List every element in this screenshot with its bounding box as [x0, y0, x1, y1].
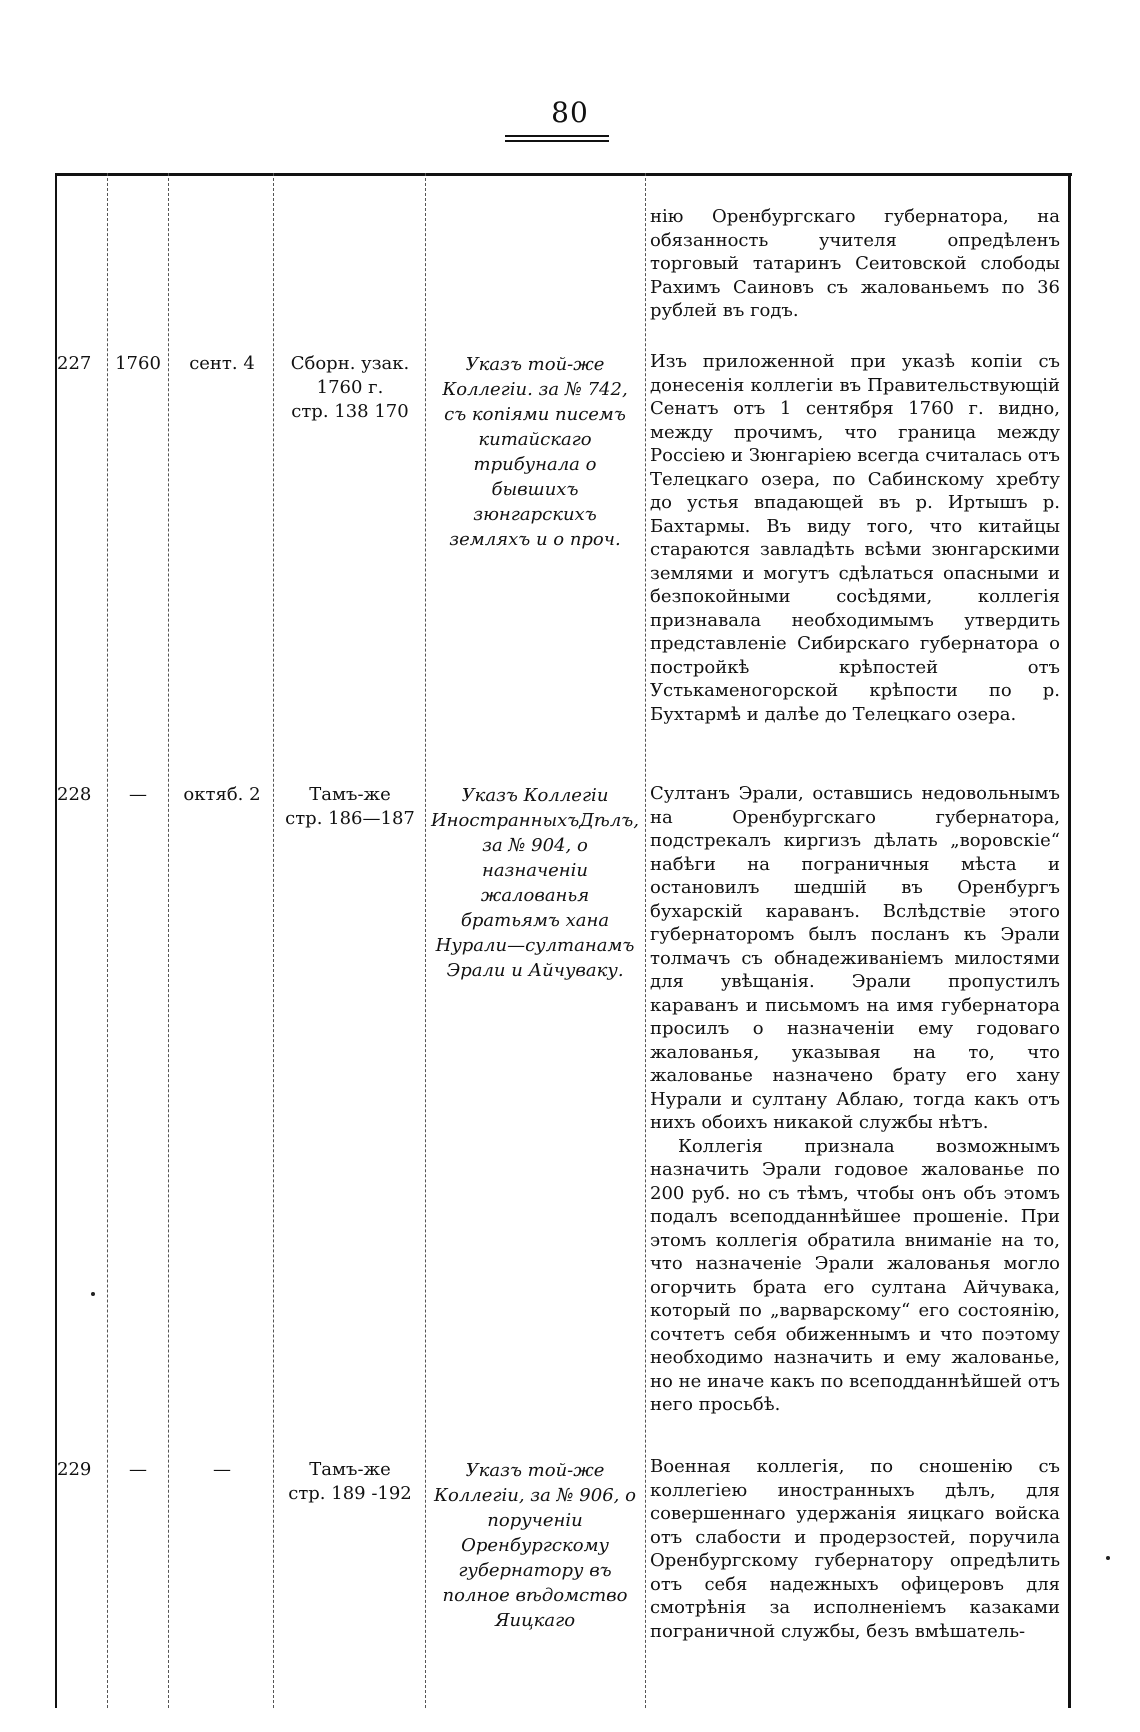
entry-source [275, 352, 425, 424]
entry-source [275, 783, 425, 831]
scan-speck [1106, 1556, 1110, 1560]
entry-date: октяб. 2 [183, 784, 261, 805]
entry-year: 1760 [115, 353, 161, 374]
entry-year: — [129, 1459, 147, 1480]
table-top-rule [55, 173, 1072, 176]
scan-speck [91, 1292, 95, 1296]
entry-year: — [129, 784, 147, 805]
entry-text [650, 782, 1060, 1417]
column-rule [1068, 173, 1071, 1708]
column-rule [168, 173, 169, 1708]
source-line: Тамъ-же [309, 784, 391, 805]
entry-title: Указъ той-же Коллегіи, за № 906, о порученіи Оренбургскому губернатору въ полное вѣдомство Яицкаго [434, 1460, 636, 1631]
entry-text [650, 350, 1060, 726]
entry-number: 227 [57, 353, 92, 374]
entry-paragraph: Султанъ Эрали, оставшись недовольнымъ на Оренбургскаго губернатора, подстрекалъ киргизъ дѣлать „воровскіе“ набѣги на пограничныя мѣста и остановилъ шедшій въ Оренбургъ бухарскій караванъ. Вслѣдствіе этого губернаторомъ былъ посланъ къ Эрали толмачъ съ обнадеживаніемъ милостями для увѣщанія. Эрали пропустилъ караванъ и письмомъ на имя губернатора просилъ о назначеніи ему годоваго жалованья, указывая на то, что жалованье назначено брату его хану Нурали и султану Аблаю, тогда какъ отъ нихъ обоихъ никакой службы нѣтъ. [650, 783, 1060, 1133]
entry-date: — [213, 1459, 231, 1480]
entry-number: 229 [57, 1459, 92, 1480]
column-rule [645, 173, 646, 1708]
page-number-rule [505, 135, 609, 137]
entry-title: Указъ Коллегіи ИностранныхъДѣлъ, за № 904, о назначеніи жалованья братьямъ хана Нурали—султанамъ Эрали и Айчуваку. [430, 785, 639, 981]
entry-title: Указъ той-же Коллегіи. за № 742, съ копіями писемъ китайскаго трибунала о бывшихъ зюнгарскихъ земляхъ и о проч. [442, 354, 628, 550]
column-rule [425, 173, 426, 1708]
entry-text [650, 1455, 1060, 1643]
entry-paragraph: Коллегія признала возможнымъ назначить Эрали годовое жалованье по 200 руб. но съ тѣмъ, чтобы онъ объ этомъ подалъ всеподданнѣйшее прошеніе. При этомъ коллегія обратила вниманіе на то, что назначеніе Эрали жалованья могло огорчить брата его султана Айчувака, который по „варварскому“ его состоянію, сочтетъ себя обиженнымъ и что поэтому необходимо назначить и ему жалованье, но не иначе какъ по всеподданнѣйшей отъ него просьбѣ. [650, 1135, 1060, 1415]
source-line: стр. 186—187 [285, 808, 415, 829]
continuation-text: нію Оренбургскаго губернатора, на обязанность учителя опредѣленъ торговый татаринъ Сеитовской слободы Рахимъ Саиновъ съ жалованьемъ по 36 рублей въ годъ. [650, 206, 1060, 321]
source-line: Сборн. узак. [290, 353, 410, 374]
source-line: стр. 189 -192 [288, 1483, 412, 1504]
page-number-rule [505, 140, 609, 142]
source-line: стр. 138 170 [291, 401, 409, 422]
entry-date: сент. 4 [189, 353, 255, 374]
source-line: Тамъ-же [309, 1459, 391, 1480]
entry-number: 228 [57, 784, 92, 805]
source-line: 1760 г. [316, 377, 384, 398]
entry-paragraph: Военная коллегія, по сношенію съ коллегіею иностранныхъ дѣлъ, для совершеннаго удержанія яицкаго войска отъ слабости и продерзостей, поручила Оренбургскому губернатору опредѣлить отъ себя надежныхъ офицеровъ для смотрѣнія за исполненіемъ казаками пограничной службы, безъ вмѣшатель- [650, 1456, 1060, 1642]
entry-paragraph: Изъ приложенной при указѣ копіи съ донесенія коллегіи въ Правительствующій Сенатъ отъ 1 сентября 1760 г. видно, между прочимъ, что граница между Россіею и Зюнгаріею всегда считалась отъ Телецкаго озера, по Сабинскому хребту до устья впадающей въ р. Иртышъ р. Бахтармы. Въ виду того, что китайцы стараются завладѣть всѣми зюнгарскими землями и могутъ сдѣлаться опасными и безпокойными сосѣдями, коллегія признавала необходимымъ утвердить представленіе Сибирскаго губернатора о постройкѣ крѣпостей отъ Устькаменогорской крѣпости по р. Бухтармѣ и далѣе до Телецкаго озера. [650, 351, 1060, 725]
entry-source [275, 1458, 425, 1506]
page-number: 80 [551, 96, 589, 129]
